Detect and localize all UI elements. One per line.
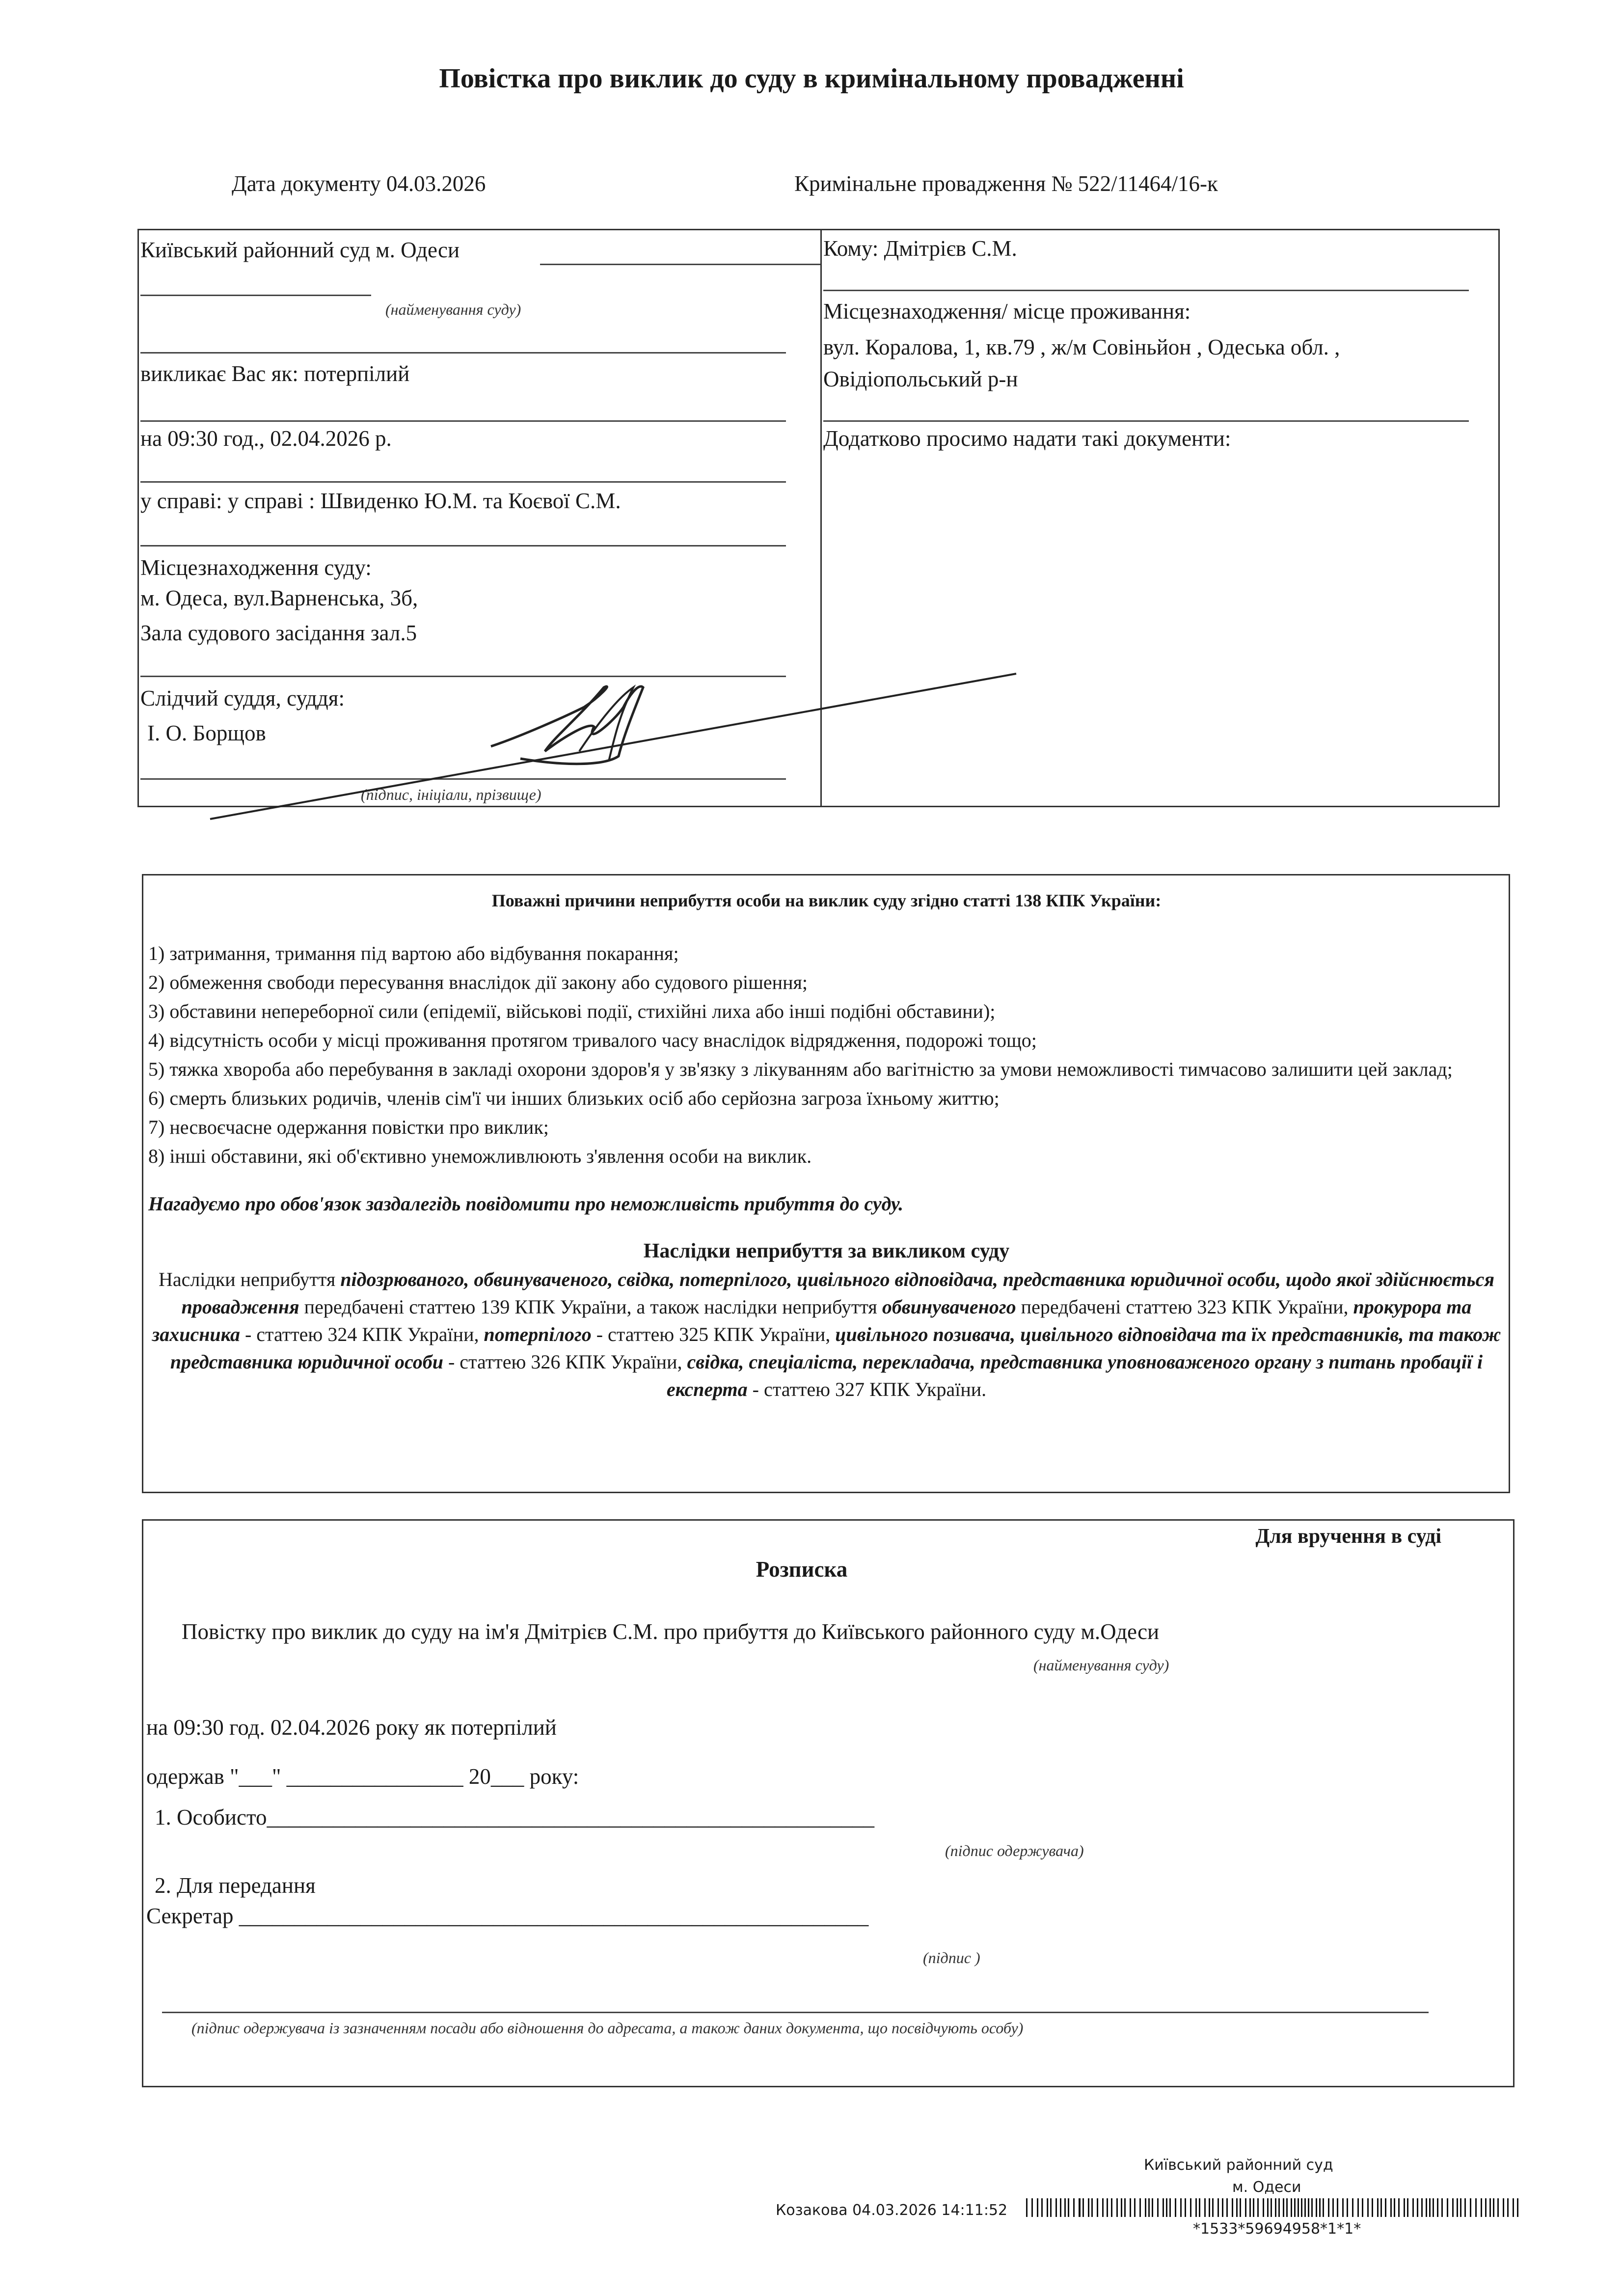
barcode-bar bbox=[1245, 2198, 1246, 2217]
barcode-bar bbox=[1148, 2198, 1150, 2217]
summoned-as: викликає Вас як: потерпілий bbox=[140, 361, 410, 386]
footer-court-line-1: Київський районний суд bbox=[1144, 2157, 1333, 2174]
barcode-bar bbox=[1180, 2198, 1182, 2217]
barcode bbox=[1026, 2198, 1522, 2218]
court-address: м. Одеса, вул.Варненська, 3б, bbox=[140, 586, 418, 610]
consequences-emphasis: прокурора та захисника bbox=[152, 1296, 1472, 1345]
secretary-caption: (підпис ) bbox=[923, 1949, 980, 1967]
hearing-datetime: на 09:30 год., 02.04.2026 р. bbox=[140, 426, 392, 451]
barcode-bar bbox=[1271, 2198, 1272, 2217]
barcode-bar bbox=[1232, 2198, 1233, 2217]
barcode-bar bbox=[1311, 2198, 1313, 2217]
barcode-bar bbox=[1047, 2198, 1048, 2217]
receipt-secretary: Секретар _________________________________________________________ bbox=[146, 1904, 869, 1928]
barcode-bar bbox=[1060, 2198, 1061, 2217]
barcode-bar bbox=[1475, 2198, 1477, 2217]
barcode-bar bbox=[1503, 2198, 1504, 2217]
barcode-bar bbox=[1037, 2198, 1038, 2217]
consequences-segment: передбачені статтею 139 КПК України, а також наслідки неприбуття bbox=[299, 1296, 882, 1318]
signature-caption: (підпис, ініціали, прізвище) bbox=[361, 786, 541, 803]
barcode-bar bbox=[1328, 2198, 1329, 2217]
barcode-bar bbox=[1190, 2198, 1191, 2217]
judge-name: І. О. Борщов bbox=[147, 721, 266, 745]
barcode-bar bbox=[1185, 2198, 1186, 2217]
barcode-bar bbox=[1166, 2198, 1167, 2217]
barcode-bar bbox=[1464, 2198, 1466, 2217]
barcode-bar bbox=[1493, 2198, 1494, 2217]
barcode-bar bbox=[1212, 2198, 1214, 2217]
residence-label: Місцезнаходження/ місце проживання: bbox=[823, 299, 1191, 324]
barcode-bar bbox=[1429, 2198, 1431, 2217]
barcode-bar bbox=[1134, 2198, 1136, 2217]
barcode-bar bbox=[1457, 2198, 1458, 2217]
barcode-bar bbox=[1209, 2198, 1210, 2217]
barcode-bar bbox=[1152, 2198, 1153, 2217]
barcode-bar bbox=[1497, 2198, 1499, 2217]
barcode-bar bbox=[1236, 2198, 1238, 2217]
reason-item: 7) несвоєчасне одержання повістки про виклик; bbox=[148, 1116, 549, 1138]
barcode-bar bbox=[1342, 2198, 1344, 2217]
barcode-bar bbox=[1163, 2198, 1164, 2217]
barcode-bar bbox=[1332, 2198, 1334, 2217]
barcode-bar bbox=[1041, 2198, 1043, 2217]
receipt-transfer: 2. Для передання bbox=[155, 1873, 316, 1898]
consequences-segment: - статтею 324 КПК України, bbox=[240, 1323, 484, 1345]
consequences-emphasis: потерпілого bbox=[484, 1323, 592, 1345]
consequences-text bbox=[148, 1266, 1505, 1403]
barcode-bar bbox=[1367, 2198, 1369, 2217]
consequences-emphasis: підозрюваного, обвинуваченого, свідка, потерпілого, цивільного відповідача, представника юридичної особи, щодо якої здійснюється провадження bbox=[181, 1268, 1494, 1318]
reason-item: 1) затримання, тримання під вартою або відбування покарання; bbox=[148, 942, 679, 964]
consequences-segment: передбачені статтею 323 КПК України, bbox=[1016, 1296, 1353, 1318]
receipt-line-2: на 09:30 год. 02.04.2026 року як потерпілий bbox=[146, 1715, 557, 1740]
barcode-bar bbox=[1091, 2198, 1093, 2217]
divider bbox=[823, 420, 1469, 422]
receipt-box bbox=[142, 1519, 1515, 2087]
court-name-caption: (найменування суду) bbox=[385, 301, 521, 318]
barcode-bar bbox=[1145, 2198, 1146, 2217]
barcode-bar bbox=[1240, 2198, 1241, 2217]
reason-item: 4) відсутність особи у місці проживання протягом тривалого часу внаслідок відрядження, подорожі тощо; bbox=[148, 1029, 1037, 1051]
reason-item: 6) смерть близьких родичів, членів сім'ї чи інших близьких осіб або серйозна загроза їхньому життю; bbox=[148, 1087, 1000, 1109]
receipt-personally: 1. Особисто_______________________________________________________ bbox=[155, 1805, 874, 1830]
operator-timestamp: Козакова 04.03.2026 14:11:52 bbox=[776, 2202, 1008, 2219]
consequences-segment: - статтею 326 КПК України, bbox=[443, 1351, 687, 1373]
personally-caption: (підпис одержувача) bbox=[945, 1842, 1084, 1859]
bottom-caption: (підпис одержувача із зазначенням посади або відношення до адресата, а також даних документа, що посвідчують особу) bbox=[191, 2019, 1024, 2037]
barcode-bar bbox=[1513, 2198, 1514, 2217]
reason-item: 3) обставини непереборної сили (епідемії, військові події, стихійні лиха або інші подібні обставини); bbox=[148, 1000, 996, 1022]
barcode-bar bbox=[1398, 2198, 1400, 2217]
barcode-bar bbox=[1275, 2198, 1276, 2217]
barcode-bar bbox=[1283, 2198, 1284, 2217]
barcode-bar bbox=[1175, 2198, 1176, 2217]
reasons-header: Поважні причини неприбуття особи на виклик суду згідно статті 138 КПК України: bbox=[491, 891, 1162, 910]
barcode-bar bbox=[1357, 2198, 1359, 2217]
barcode-bar bbox=[1426, 2198, 1427, 2217]
court-name: Київський районний суд м. Одеси bbox=[140, 238, 460, 262]
judge-label: Слідчий суддя, суддя: bbox=[140, 686, 345, 711]
consequences-title: Наслідки неприбуття за викликом суду bbox=[643, 1240, 1010, 1262]
residence-line-1: вул. Коралова, 1, кв.79 , ж/м Совіньйон , Одеська обл. , bbox=[823, 335, 1340, 359]
barcode-bar bbox=[1481, 2198, 1482, 2217]
barcode-bar bbox=[1404, 2198, 1405, 2217]
barcode-bar bbox=[1407, 2198, 1408, 2217]
barcode-bar bbox=[1222, 2198, 1223, 2217]
barcode-bar bbox=[1088, 2198, 1089, 2217]
barcode-bar bbox=[1291, 2198, 1292, 2217]
barcode-bar bbox=[1517, 2198, 1518, 2217]
barcode-bar bbox=[1026, 2198, 1028, 2217]
barcode-bar bbox=[1433, 2198, 1434, 2217]
barcode-bar bbox=[1263, 2198, 1264, 2217]
barcode-bar bbox=[1507, 2198, 1509, 2217]
documents-label: Додатково просимо надати такі документи: bbox=[823, 426, 1231, 451]
judge-signature bbox=[0, 0, 1623, 884]
barcode-bar bbox=[1050, 2198, 1052, 2217]
consequences-emphasis: свідка, спеціаліста, перекладача, представника уповноваженого органу з питань пробації і експерта bbox=[666, 1351, 1483, 1400]
barcode-text: *1533*59694958*1*1* bbox=[1193, 2220, 1361, 2238]
barcode-bar bbox=[1267, 2198, 1269, 2217]
barcode-bar bbox=[1253, 2198, 1254, 2217]
document-date: Дата документу 04.03.2026 bbox=[232, 171, 486, 196]
barcode-bar bbox=[1377, 2198, 1379, 2217]
barcode-bar bbox=[1390, 2198, 1392, 2217]
barcode-bar bbox=[1352, 2198, 1353, 2217]
barcode-bar bbox=[1304, 2198, 1306, 2217]
consequences-emphasis: цивільного позивача, цивільного відповідача та їх представників, та також представника юридичної особи bbox=[170, 1323, 1501, 1373]
receipt-line-3: одержав "___" ________________ 20___ року: bbox=[146, 1764, 579, 1789]
page-title: Повістка про виклик до суду в кримінальному провадженні bbox=[439, 63, 1184, 94]
barcode-bar bbox=[1385, 2198, 1386, 2217]
barcode-bar bbox=[1447, 2198, 1448, 2217]
residence-line-2: Овідіопольський р-н bbox=[823, 367, 1018, 391]
barcode-bar bbox=[1347, 2198, 1348, 2217]
receipt-title: Розписка bbox=[756, 1557, 848, 1582]
reason-item: 5) тяжка хвороба або перебування в закладі охорони здоров'я у зв'язку з лікуванням або вагітністю за умови неможливості тимчасово залишити цей заклад; bbox=[148, 1058, 1453, 1080]
barcode-bar bbox=[1372, 2198, 1373, 2217]
divider bbox=[823, 290, 1469, 291]
barcode-bar bbox=[1441, 2198, 1443, 2217]
barcode-bar bbox=[1417, 2198, 1418, 2217]
case-number: Кримінальне провадження № 522/11464/16-к bbox=[794, 171, 1218, 196]
barcode-bar bbox=[1323, 2198, 1324, 2217]
barcode-bar bbox=[1064, 2198, 1066, 2217]
barcode-bar bbox=[1437, 2198, 1438, 2217]
barcode-bar bbox=[1097, 2198, 1098, 2217]
barcode-bar bbox=[1249, 2198, 1251, 2217]
consequences-segment: - статтею 325 КПК України, bbox=[591, 1323, 836, 1345]
consequences-segment: Наслідки неприбуття bbox=[159, 1268, 341, 1290]
barcode-bar bbox=[1107, 2198, 1108, 2217]
barcode-bar bbox=[1073, 2198, 1075, 2217]
barcode-bar bbox=[1199, 2198, 1200, 2217]
barcode-bar bbox=[1257, 2198, 1259, 2217]
barcode-bar bbox=[1111, 2198, 1112, 2217]
divider bbox=[162, 2012, 1429, 2013]
barcode-bar bbox=[1485, 2198, 1487, 2217]
reason-item: 2) обмеження свободи пересування внаслідок дії закону або судового рішення; bbox=[148, 971, 808, 993]
barcode-bar bbox=[1082, 2198, 1084, 2217]
barcode-bar bbox=[1489, 2198, 1491, 2217]
court-room: Зала судового засідання зал.5 bbox=[140, 621, 417, 645]
barcode-bar bbox=[1394, 2198, 1395, 2217]
barcode-bar bbox=[1316, 2198, 1317, 2217]
barcode-bar bbox=[1460, 2198, 1461, 2217]
receipt-court-caption: (найменування суду) bbox=[1033, 1656, 1169, 1674]
barcode-bar bbox=[1031, 2198, 1033, 2217]
barcode-bar bbox=[1412, 2198, 1414, 2217]
barcode-bar bbox=[1068, 2198, 1069, 2217]
barcode-bar bbox=[1055, 2198, 1057, 2217]
barcode-bar bbox=[1362, 2198, 1363, 2217]
for-court-label: Для вручення в суді bbox=[1255, 1525, 1441, 1548]
barcode-bar bbox=[1421, 2198, 1423, 2217]
barcode-bar bbox=[1294, 2198, 1296, 2217]
barcode-bar bbox=[1195, 2198, 1197, 2217]
reminder: Нагадуємо про обов'язок заздалегідь повідомити про неможливість прибуття до суду. bbox=[148, 1193, 904, 1215]
barcode-bar bbox=[1278, 2198, 1280, 2217]
barcode-bar bbox=[1102, 2198, 1104, 2217]
barcode-bar bbox=[1298, 2198, 1299, 2217]
reason-item: 8) інші обставини, які об'єктивно унеможливлюють з'явлення особи на виклик. bbox=[148, 1145, 812, 1167]
barcode-bar bbox=[1116, 2198, 1118, 2217]
barcode-bar bbox=[1452, 2198, 1454, 2217]
barcode-bar bbox=[1301, 2198, 1302, 2217]
barcode-bar bbox=[1226, 2198, 1228, 2217]
barcode-bar bbox=[1380, 2198, 1382, 2217]
barcode-bar bbox=[1308, 2198, 1309, 2217]
barcode-bar bbox=[1139, 2198, 1141, 2217]
receipt-line-1: Повістку про виклик до суду на ім'я Дмітрієв С.М. про прибуття до Київського районного суду м.Одеси bbox=[182, 1619, 1160, 1644]
barcode-bar bbox=[1319, 2198, 1321, 2217]
barcode-bar bbox=[1470, 2198, 1471, 2217]
footer-court-line-2: м. Одеси bbox=[1232, 2179, 1301, 2196]
barcode-bar bbox=[1157, 2198, 1159, 2217]
consequences-segment: - статтею 327 КПК України. bbox=[747, 1378, 987, 1400]
reasons-box bbox=[142, 874, 1510, 1493]
barcode-bar bbox=[1169, 2198, 1171, 2217]
barcode-bar bbox=[1079, 2198, 1081, 2217]
case-title: у справі: у справі : Швиденко Ю.М. та Коєвої С.М. bbox=[140, 489, 621, 513]
barcode-bar bbox=[1286, 2198, 1288, 2217]
barcode-bar bbox=[1121, 2198, 1122, 2217]
barcode-bar bbox=[1204, 2198, 1206, 2217]
court-location-label: Місцезнаходження суду: bbox=[140, 555, 372, 580]
barcode-bar bbox=[1337, 2198, 1338, 2217]
barcode-bar bbox=[1124, 2198, 1126, 2217]
recipient: Кому: Дмітрієв С.М. bbox=[823, 236, 1017, 261]
barcode-bar bbox=[1130, 2198, 1131, 2217]
barcode-bar bbox=[1217, 2198, 1219, 2217]
consequences-emphasis: обвинуваченого bbox=[882, 1296, 1016, 1318]
